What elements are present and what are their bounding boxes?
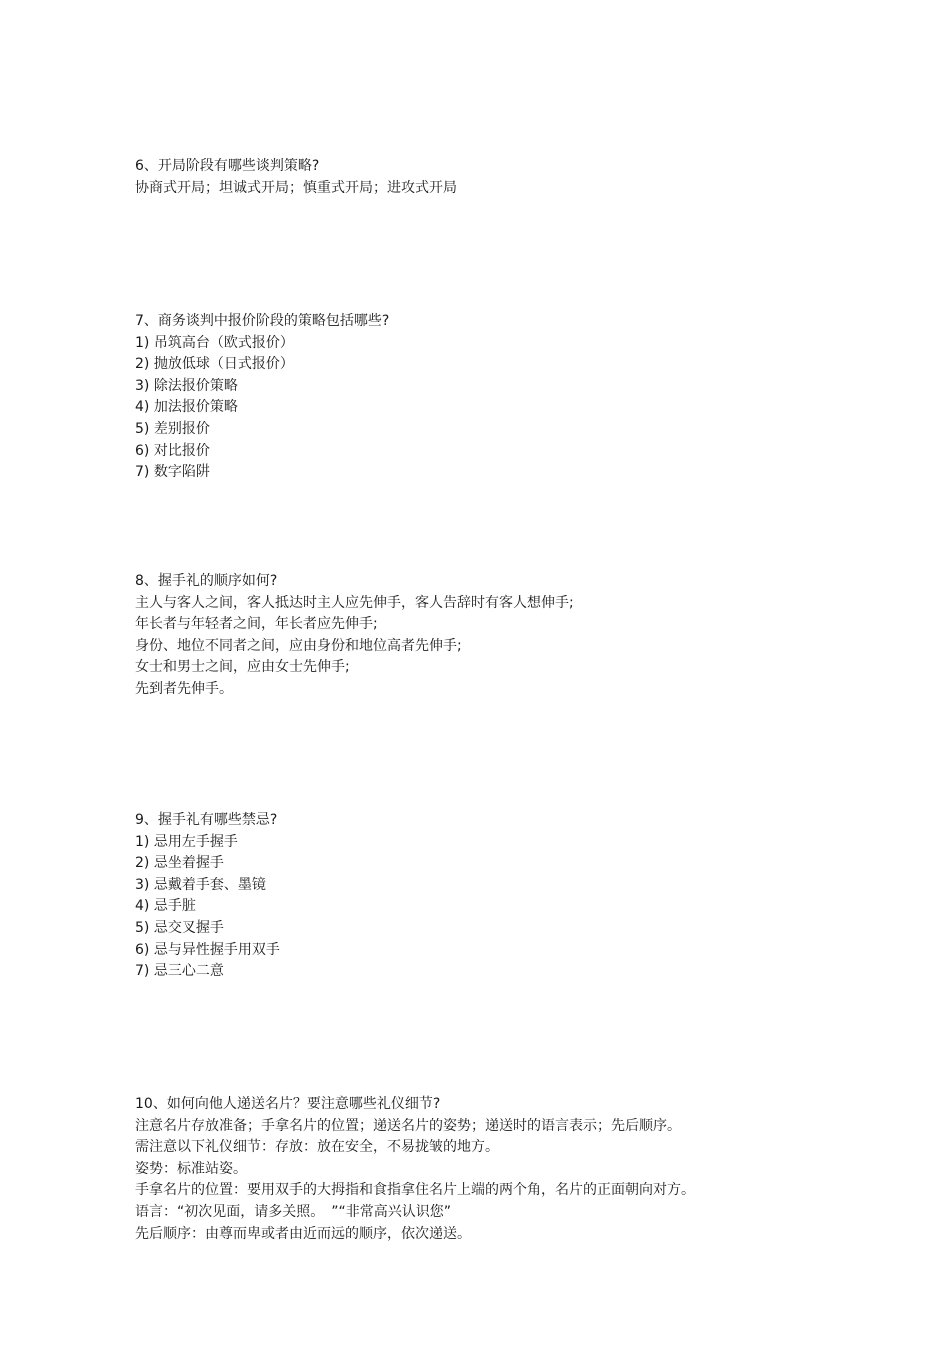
answer-line: 1) 忌用左手握手 — [135, 833, 238, 850]
answer-line: 2) 忌坐着握手 — [135, 855, 224, 872]
question-7 — [135, 311, 915, 484]
question-10 — [135, 1094, 915, 1245]
answer-line: 女士和男士之间，应由女士先伸手; — [135, 659, 350, 676]
answer-line: 3) 除法报价策略 — [135, 377, 238, 394]
answer-line: 4) 忌手脏 — [135, 898, 196, 915]
question-title: 10、如何向他人递送名片？要注意哪些礼仪细节? — [135, 1096, 441, 1112]
answer-line: 6) 对比报价 — [135, 442, 210, 459]
answer-line: 1) 吊筑高台（欧式报价） — [135, 334, 294, 351]
answer-line: 手拿名片的位置：要用双手的大拇指和食指拿住名片上端的两个角，名片的正面朝向对方。 — [135, 1182, 695, 1199]
question-title: 8、握手礼的顺序如何? — [135, 573, 278, 589]
question-title: 6、开局阶段有哪些谈判策略? — [135, 158, 320, 174]
answer-line: 先后顺序：由尊而卑或者由近而远的顺序，依次递送。 — [135, 1225, 471, 1242]
answer-line: 6) 忌与异性握手用双手 — [135, 941, 280, 958]
answer-line: 7) 数字陷阱 — [135, 464, 210, 481]
question-8 — [135, 571, 915, 701]
answer-line: 注意名片存放准备；手拿名片的位置；递送名片的姿势；递送时的语言表示；先后顺序。 — [135, 1117, 681, 1134]
answer-line: 5) 忌交叉握手 — [135, 919, 224, 936]
question-title: 7、商务谈判中报价阶段的策略包括哪些? — [135, 313, 390, 329]
answer-line: 语言：“初次见面，请多关照。 ”“非常高兴认识您” — [135, 1203, 452, 1220]
answer-line: 主人与客人之间，客人抵达时主人应先伸手，客人告辞时有客人想伸手; — [135, 594, 574, 611]
answer-line: 5) 差别报价 — [135, 420, 210, 437]
answer-line: 身份、地位不同者之间，应由身份和地位高者先伸手; — [135, 637, 462, 654]
answer-line: 7) 忌三心二意 — [135, 963, 224, 980]
question-6 — [135, 156, 915, 199]
answer-line: 2) 抛放低球（日式报价） — [135, 356, 294, 373]
answer-line: 年长者与年轻者之间，年长者应先伸手; — [135, 616, 378, 633]
answer-line: 协商式开局；坦诚式开局；慎重式开局；进攻式开局 — [135, 179, 457, 196]
question-9 — [135, 810, 915, 983]
answer-line: 先到者先伸手。 — [135, 680, 233, 697]
answer-line: 姿势：标准站姿。 — [135, 1160, 247, 1177]
answer-line: 4) 加法报价策略 — [135, 399, 238, 416]
question-title: 9、握手礼有哪些禁忌? — [135, 812, 278, 828]
answer-line: 需注意以下礼仪细节：存放：放在安全，不易拢皱的地方。 — [135, 1139, 499, 1156]
answer-line: 3) 忌戴着手套、墨镜 — [135, 876, 266, 893]
